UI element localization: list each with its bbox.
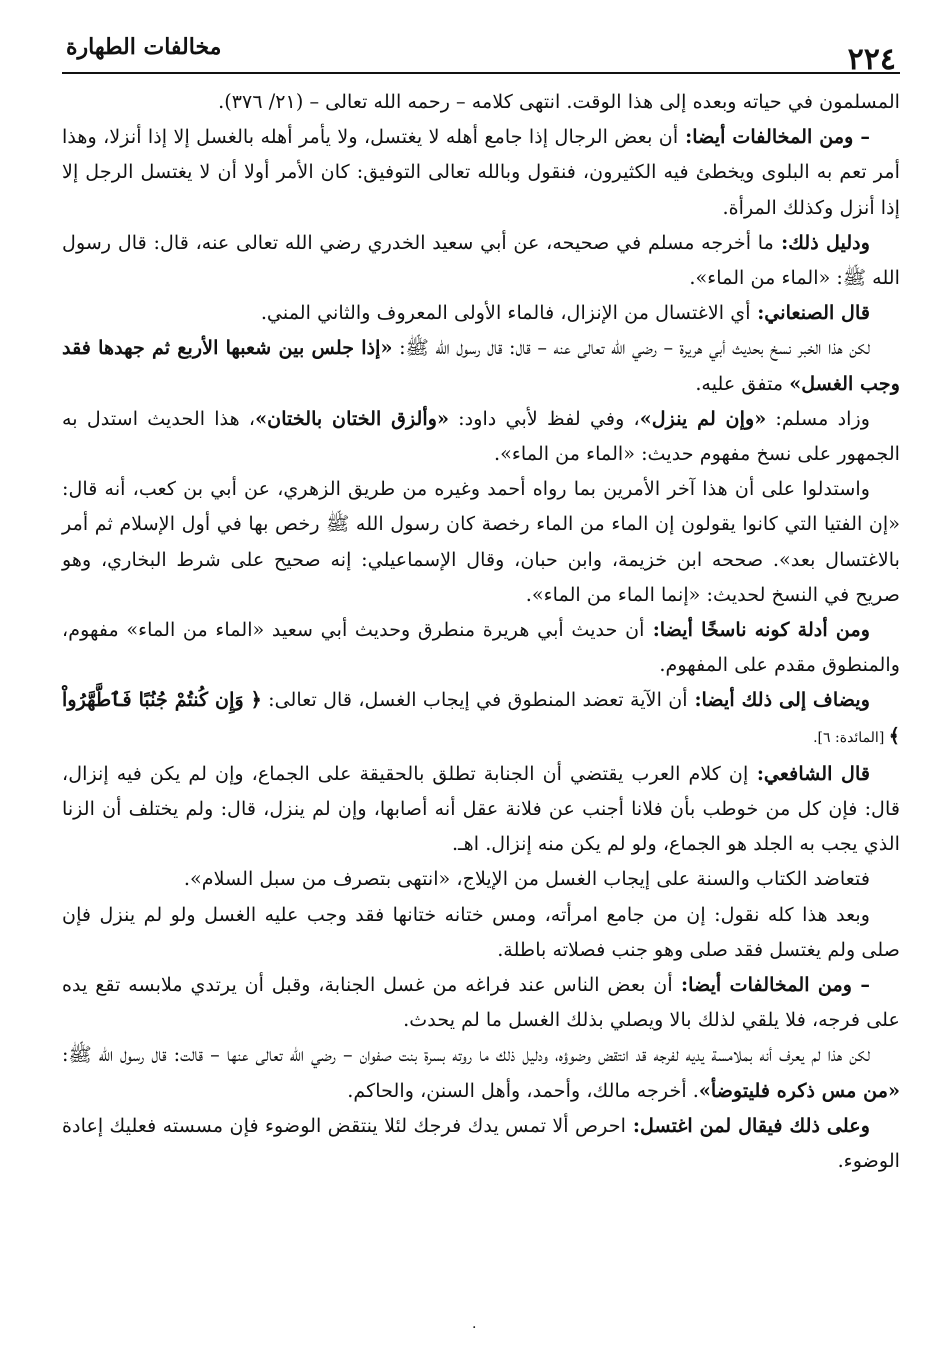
paragraph — [62, 401, 900, 471]
paragraph-text: ما أخرجه مسلم في صحيحه، عن أبي سعيد الخدري رضي الله تعالى عنه، قال: قال رسول الله ﷺ: «الماء من الماء». — [62, 230, 900, 290]
paragraph — [62, 1108, 900, 1178]
paragraph — [62, 119, 900, 225]
paragraph-text: أن الآية تعضد المنطوق في إيجاب الغسل، قال تعالى: — [261, 688, 688, 712]
paragraph-lead: قال الصنعاني: — [750, 301, 870, 325]
hadith-quote: «وألزق الختان بالختان» — [255, 406, 449, 430]
quran-verse: ﴿ وَإِن كُنتُمْ جُنُبًا فَٱطَّهَّرُواْ ﴾ — [62, 688, 900, 747]
page-header — [62, 20, 900, 77]
paragraph-text: لكن هذا لم يعرف أنه بملامسة يديه لفرجه قد انتقض وضوؤه، ودليل ذلك ما روته بسرة بنت صفوان – رضي الله تعالى عنها – قالت: قال رسول الله ﷺ: — [62, 1043, 870, 1067]
paragraph-text: احرص ألا تمس يدك فرجك لئلا ينتقض الوضوء فإن مسسته فعليك إعادة الوضوء. — [62, 1113, 900, 1173]
paragraph — [62, 1037, 900, 1107]
hadith-quote: «وإن لم ينزل» — [639, 406, 767, 430]
paragraph-lead: – ومن المخالفات أيضا: — [672, 973, 870, 997]
paragraph-text: متفق عليه. — [695, 371, 790, 395]
paragraph-lead: وعلى ذلك فيقال لمن اغتسل: — [625, 1113, 870, 1137]
paragraph — [62, 84, 900, 119]
paragraph — [62, 612, 900, 682]
paragraph-lead: ويضاف إلى ذلك أيضا: — [687, 688, 870, 712]
paragraph-text: . أخرجه مالك، وأحمد، وأهل السنن، والحاكم. — [347, 1078, 699, 1102]
hadith-quote: «إذا جلس بين شعبها الأربع ثم جهدها فقد وجب الغسل» — [62, 336, 900, 395]
paragraph-text: ، هذا الحديث استدل به الجمهور على نسخ مفهوم حديث: «الماء من الماء». — [62, 406, 900, 466]
paragraph-text: ، وفي لفظ لأبي داود: — [449, 406, 640, 430]
paragraph-lead: – ومن المخالفات أيضا: — [678, 125, 870, 149]
paragraph-text: واستدلوا على أن هذا آخر الأمرين بما رواه أحمد وغيره من طريق الزهري، عن أبي بن كعب، أنه قال: «إن الفتيا التي كانوا يقولون إن الماء من الماء رخصة كان رسول الله ﷺ رخص بها في أول الإسلام ثم أمر بالاغتسال بعد». صححه ابن خزيمة، وابن حبان، وقال الإسماعيلي: إنه صحيح على شرط البخاري، وهو صريح في النسخ لحديث: «إنما الماء من الماء». — [62, 477, 900, 606]
paragraph-text: وزاد مسلم: — [766, 406, 870, 430]
hadith-quote: «من مس ذكره فليتوضأ» — [698, 1078, 900, 1102]
paragraph — [62, 756, 900, 862]
paragraph-text: [المائدة: ٦]. — [813, 729, 889, 746]
paragraph-text: فتعاضد الكتاب والسنة على إيجاب الغسل من الإيلاج، «انتهى بتصرف من سبل السلام». — [183, 867, 870, 891]
footer-mark: · — [472, 1320, 477, 1336]
paragraph-text: أن بعض الناس عند فراغه من غسل الجنابة، وقبل أن يرتدي ملابسه تقع يده على فرجه، فلا يلقي لذلك بالا ويصلي بذلك الغسل ما لم يحدث. — [62, 973, 900, 1032]
paragraph-lead: ومن أدلة كونه ناسخًا أيضا: — [644, 618, 871, 642]
paragraph — [62, 225, 900, 295]
paragraph — [62, 682, 900, 755]
paragraph — [62, 967, 900, 1037]
paragraph — [62, 861, 900, 896]
paragraph-text: أن حديث أبي هريرة منطرق وحديث أبي سعيد «الماء من الماء» مفهوم، والمنطوق مقدم على المفهوم. — [62, 618, 900, 677]
book-page — [62, 20, 900, 1350]
paragraph — [62, 330, 900, 400]
paragraph-text: وبعد هذا كله نقول: إن من جامع امرأته، ومس ختانه ختانها فقد وجب عليه الغسل ولو لم ينزل فإن صلى ولم يغتسل فقد صلى وهو جنب فصلاته باطلة. — [62, 902, 900, 961]
paragraph-lead: ودليل ذلك: — [773, 230, 870, 254]
paragraph — [62, 897, 900, 967]
paragraph-text: أي الاغتسال من الإنزال، فالماء الأولى المعروف والثاني المني. — [260, 301, 751, 325]
page-body — [62, 84, 900, 1178]
paragraph — [62, 471, 900, 612]
paragraph-lead: قال الشافعي: — [748, 761, 870, 785]
page-number: ٢٢٤ — [847, 42, 896, 77]
paragraph-text: إن كلام العرب يقتضي أن الجنابة تطلق بالحقيقة على الجماع، وإن لم يكن فيه إنزال، قال: فإن كل من خوطب بأن فلانا أجنب عن فلانة عقل أنه أصابها، وإن لم ينزل، قال: ولم يختلف أن الزنا الذي يجب به الجلد هو الجماع، ولو لم يكن منه إنزال. اهـ. — [62, 761, 900, 856]
paragraph — [62, 295, 900, 330]
paragraph-text: المسلمون في حياته وبعده إلى هذا الوقت. انتهى كلامه – رحمه الله تعالى – (٢١/ ٣٧٦). — [218, 90, 900, 113]
paragraph-text: لكن هذا الخبر نسخ بحديث أبي هريرة – رضي الله تعالى عنه – قال: قال رسول الله ﷺ: — [392, 336, 871, 360]
running-title: مخالفات الطهارة — [66, 34, 222, 60]
paragraph-text: أن بعض الرجال إذا جامع أهله لا يغتسل، ولا يأمر أهله بالغسل إلا إذا أنزلا، وهذا أمر تعم به البلوى ويخطئ فيه الكثيرون، فنقول وبالله تعالى التوفيق: كان الأمر أولا أن لا يغتسل الرجل إلا إذا أنزل وكذلك المرأة. — [62, 125, 900, 219]
